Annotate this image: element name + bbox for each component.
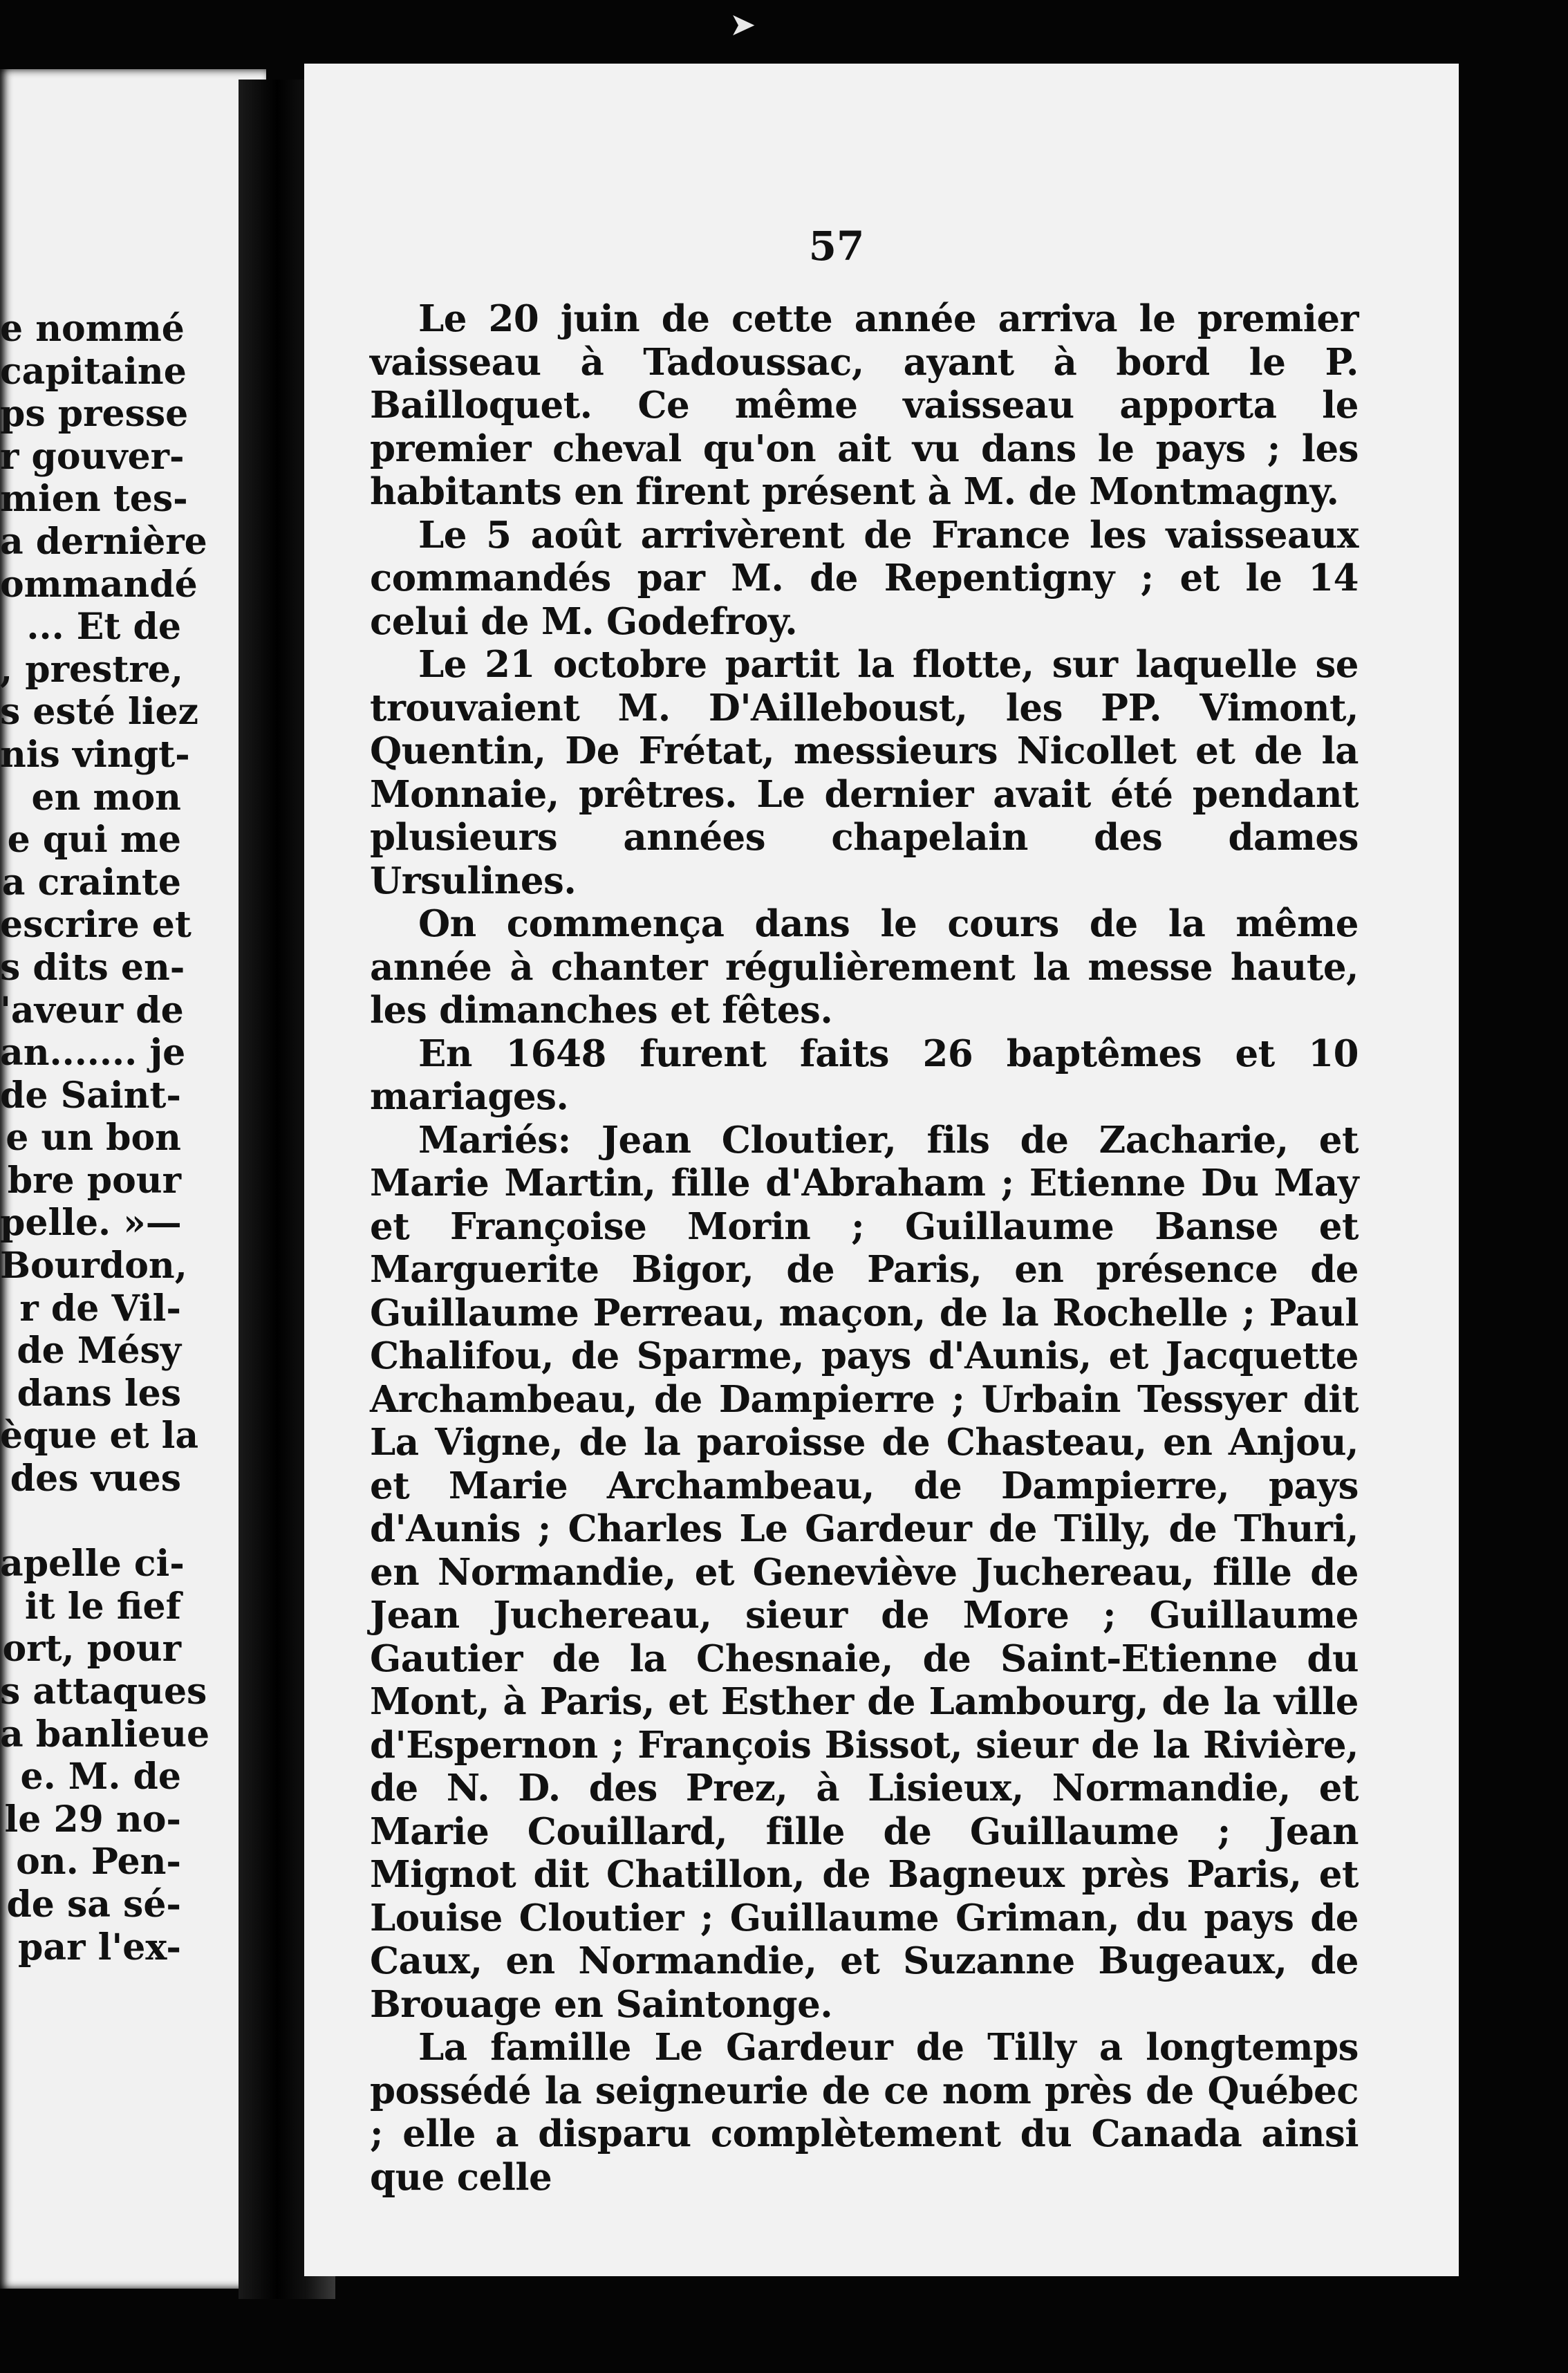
left-page-line: nis vingt- [0,733,190,776]
paragraph-1: Le 20 juin de cette année arriva le premier vaisseau à Tadoussac, ayant à bord le P. Bailloquet. Ce même vaisseau apporta le premier cheval qu'on ait vu dans le pays ; les habitants en firent présent à M. de Montmagny. [370,297,1359,513]
left-page-line: pelle. »— [0,1202,182,1245]
left-page-line: Bourdon, [0,1245,187,1287]
left-page-line: it le fief [24,1585,181,1628]
paragraph-6: Mariés: Jean Cloutier, fils de Zacharie, et Marie Martin, fille d'Abraham ; Etienne Du May et Françoise Morin ; Guillaume Banse et Marguerite Bigor, de Paris, en présence de Guillaume Perreau, maçon, de la Rochelle ; Paul Chalifou, de Sparme, pays d'Aunis, et Jacquette Archambeau, de Dampierre ; Urbain Tessyer dit La Vigne, de la paroisse de Chasteau, en Anjou, et Marie Archambeau, de Dampierre, pays d'Aunis ; Charles Le Gardeur de Tilly, de Thuri, en Normandie, et Geneviève Juchereau, fille de Jean Juchereau, sieur de More ; Guillaume Gautier de la Chesnaie, de Saint-Etienne du Mont, à Paris, et Esther de Lambourg, de la ville d'Espernon ; François Bissot, sieur de la Rivière, de N. D. des Prez, à Lisieux, Normandie, et Marie Couillard, fille de Guillaume ; Jean Mignot dit Chatillon, de Bagneux près Paris, et Louise Cloutier ; Guillaume Griman, du pays de Caux, en Normandie, et Suzanne Bugeaux, de Brouage en Saintonge. [370,1118,1359,2026]
left-page-text [0,308,210,1969]
left-page-line: èque et la [0,1415,199,1458]
scan-artifact-icon: ➤ [729,6,756,43]
left-page-line: de sa sé- [6,1883,181,1926]
left-page-line: s attaques [0,1671,207,1713]
left-page-line: apelle ci- [0,1543,185,1585]
left-page-line: s dits en- [0,946,185,989]
paragraph-7: La famille Le Gardeur de Tilly a longtemps possédé la seigneurie de ce nom près de Québec ; elle a disparu complètement du Canada ainsi que celle [370,2026,1359,2199]
left-page-line: e. M. de [20,1756,181,1798]
left-page-line: en mon [31,776,181,819]
left-page-line: , prestre, [0,648,183,691]
left-page-line: r de Vil- [19,1287,181,1330]
paragraph-3: Le 21 octobre partit la flotte, sur laquelle se trouvaient M. D'Ailleboust, les PP. Vimont, Quentin, De Frétat, messieurs Nicollet et de la Monnaie, prêtres. Le dernier avait été pendant plusieurs années chapelain des dames Ursulines. [370,643,1359,902]
left-page-line: e qui me [7,819,181,862]
paragraph-4: On commença dans le cours de la même année à chanter régulièrement la messe haute, les dimanches et fêtes. [370,902,1359,1032]
left-page-line: ommandé [0,563,198,606]
left-page-line: le 29 no- [4,1798,181,1841]
left-page-line: ps presse [0,393,189,436]
left-page-line [0,1500,181,1543]
left-page-line: a dernière [0,520,207,563]
left-page-line: ... Et de [26,606,181,649]
left-page-line: an....... je [0,1032,186,1074]
left-page-line: a crainte [1,861,181,904]
left-page-line: des vues [10,1458,181,1500]
left-page-line: on. Pen- [16,1841,181,1883]
left-page-line: escrire et [0,904,192,947]
left-page-line: de Mésy [17,1330,181,1372]
left-page-line: 'aveur de [0,989,184,1032]
left-page-line: r gouver- [0,435,185,478]
left-page-line: e un bon [6,1117,181,1160]
left-page-line: bre pour [7,1159,181,1202]
paragraph-2: Le 5 août arrivèrent de France les vaisseaux commandés par M. de Repentigny ; et le 14 celui de M. Godefroy. [370,513,1359,643]
left-page-line: de Saint- [0,1074,181,1117]
left-page-line: a banlieue [0,1713,210,1756]
left-page-line: mien tes- [0,478,188,521]
left-page-line: ort, pour [2,1628,181,1671]
left-page-line: par l'ex- [18,1926,181,1969]
left-page-line: s esté liez [0,691,199,734]
page-body [370,297,1359,2199]
page-number: 57 [808,223,865,270]
paragraph-5: En 1648 furent faits 26 baptêmes et 10 mariages. [370,1032,1359,1118]
left-page-line: e nommé [0,308,185,350]
left-page-line: capitaine [0,350,187,393]
left-page-line: dans les [17,1372,181,1415]
